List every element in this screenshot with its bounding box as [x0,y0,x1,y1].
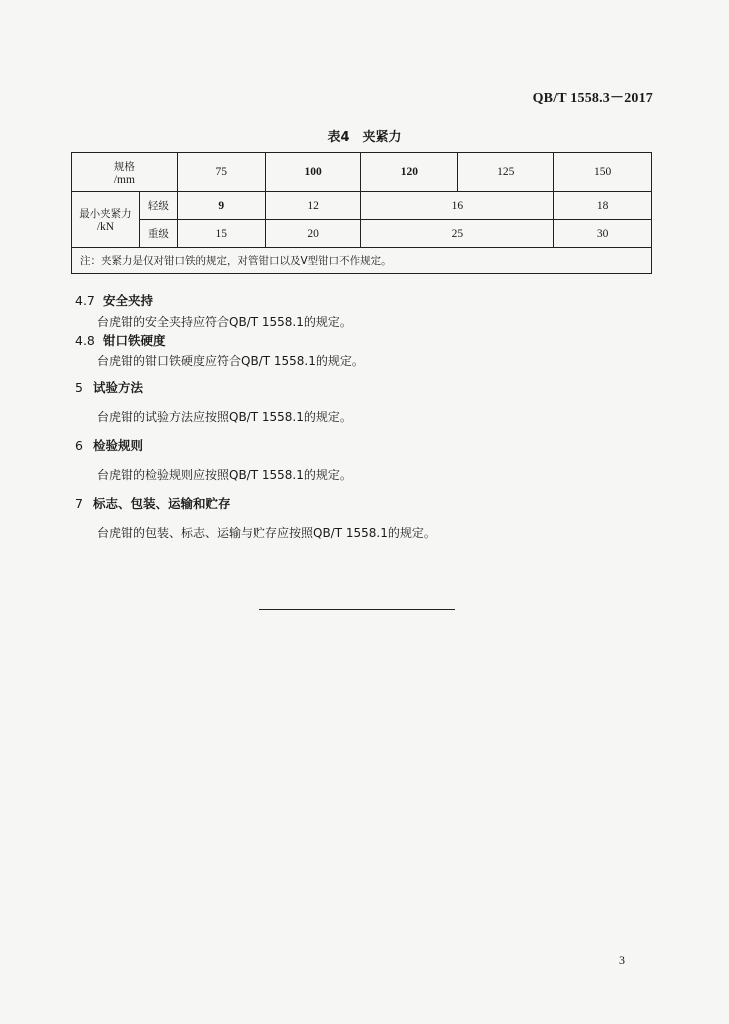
spec-unit: /mm [113,173,135,186]
min-clamp-force-label: 最小夹紧力 [79,208,132,220]
standard-code: QB/T 1558.3－2017 [532,91,653,106]
section-text-4-8: 台虎钳的钳口铁硬度应符合QB/T 1558.1的规定。 [97,354,364,368]
section-text-4-7: 台虎钳的安全夹持应符合QB/T 1558.1的规定。 [97,315,352,329]
section-text-5: 台虎钳的试验方法应按照QB/T 1558.1的规定。 [97,410,352,424]
table-note-row [72,248,652,274]
table-row-heavy [72,220,652,248]
min-clamp-force-unit: /kN [96,221,115,233]
section-heading-5 [75,378,143,396]
light-value-100: 12 [265,192,361,220]
light-value-120-125: 16 [361,192,554,220]
heavy-grade-label: 重级 [139,220,177,248]
size-header-125: 125 [458,153,554,192]
table-row-light [72,192,652,220]
section-number: 6 [75,438,83,453]
light-value-75: 9 [177,192,265,220]
spec-header-cell [72,153,178,192]
table-header-row [72,153,652,192]
section-number: 4.7 [75,293,95,308]
end-rule [259,609,455,610]
spec-label: 规格 [113,160,135,173]
clamping-force-table [71,152,652,274]
section-title: 安全夹持 [103,293,154,308]
light-grade-label: 轻级 [139,192,177,220]
table-note: 注：夹紧力是仅对钳口铁的规定，对管钳口以及V型钳口不作规定。 [72,248,652,274]
section-number: 5 [75,380,83,395]
heavy-value-100: 20 [265,220,361,248]
light-value-150: 18 [554,192,652,220]
page-number: 3 [619,953,625,967]
section-heading-4-8 [75,331,166,349]
table-caption: 表4 夹紧力 [327,130,402,145]
min-clamp-force-cell [72,192,140,248]
section-number: 4.8 [75,333,95,348]
section-text-6: 台虎钳的检验规则应按照QB/T 1558.1的规定。 [97,468,352,482]
size-header-75: 75 [177,153,265,192]
section-text-7: 台虎钳的包装、标志、运输与贮存应按照QB/T 1558.1的规定。 [97,526,436,540]
size-header-150: 150 [554,153,652,192]
section-heading-7 [75,494,231,512]
section-heading-4-7 [75,291,153,309]
section-title: 标志、包装、运输和贮存 [93,496,231,511]
section-title: 检验规则 [93,438,144,453]
size-header-120: 120 [361,153,458,192]
section-heading-6 [75,436,143,454]
section-number: 7 [75,496,83,511]
section-title: 试验方法 [93,380,144,395]
heavy-value-120-125: 25 [361,220,554,248]
size-header-100: 100 [265,153,361,192]
heavy-value-75: 15 [177,220,265,248]
section-title: 钳口铁硬度 [103,333,166,348]
heavy-value-150: 30 [554,220,652,248]
